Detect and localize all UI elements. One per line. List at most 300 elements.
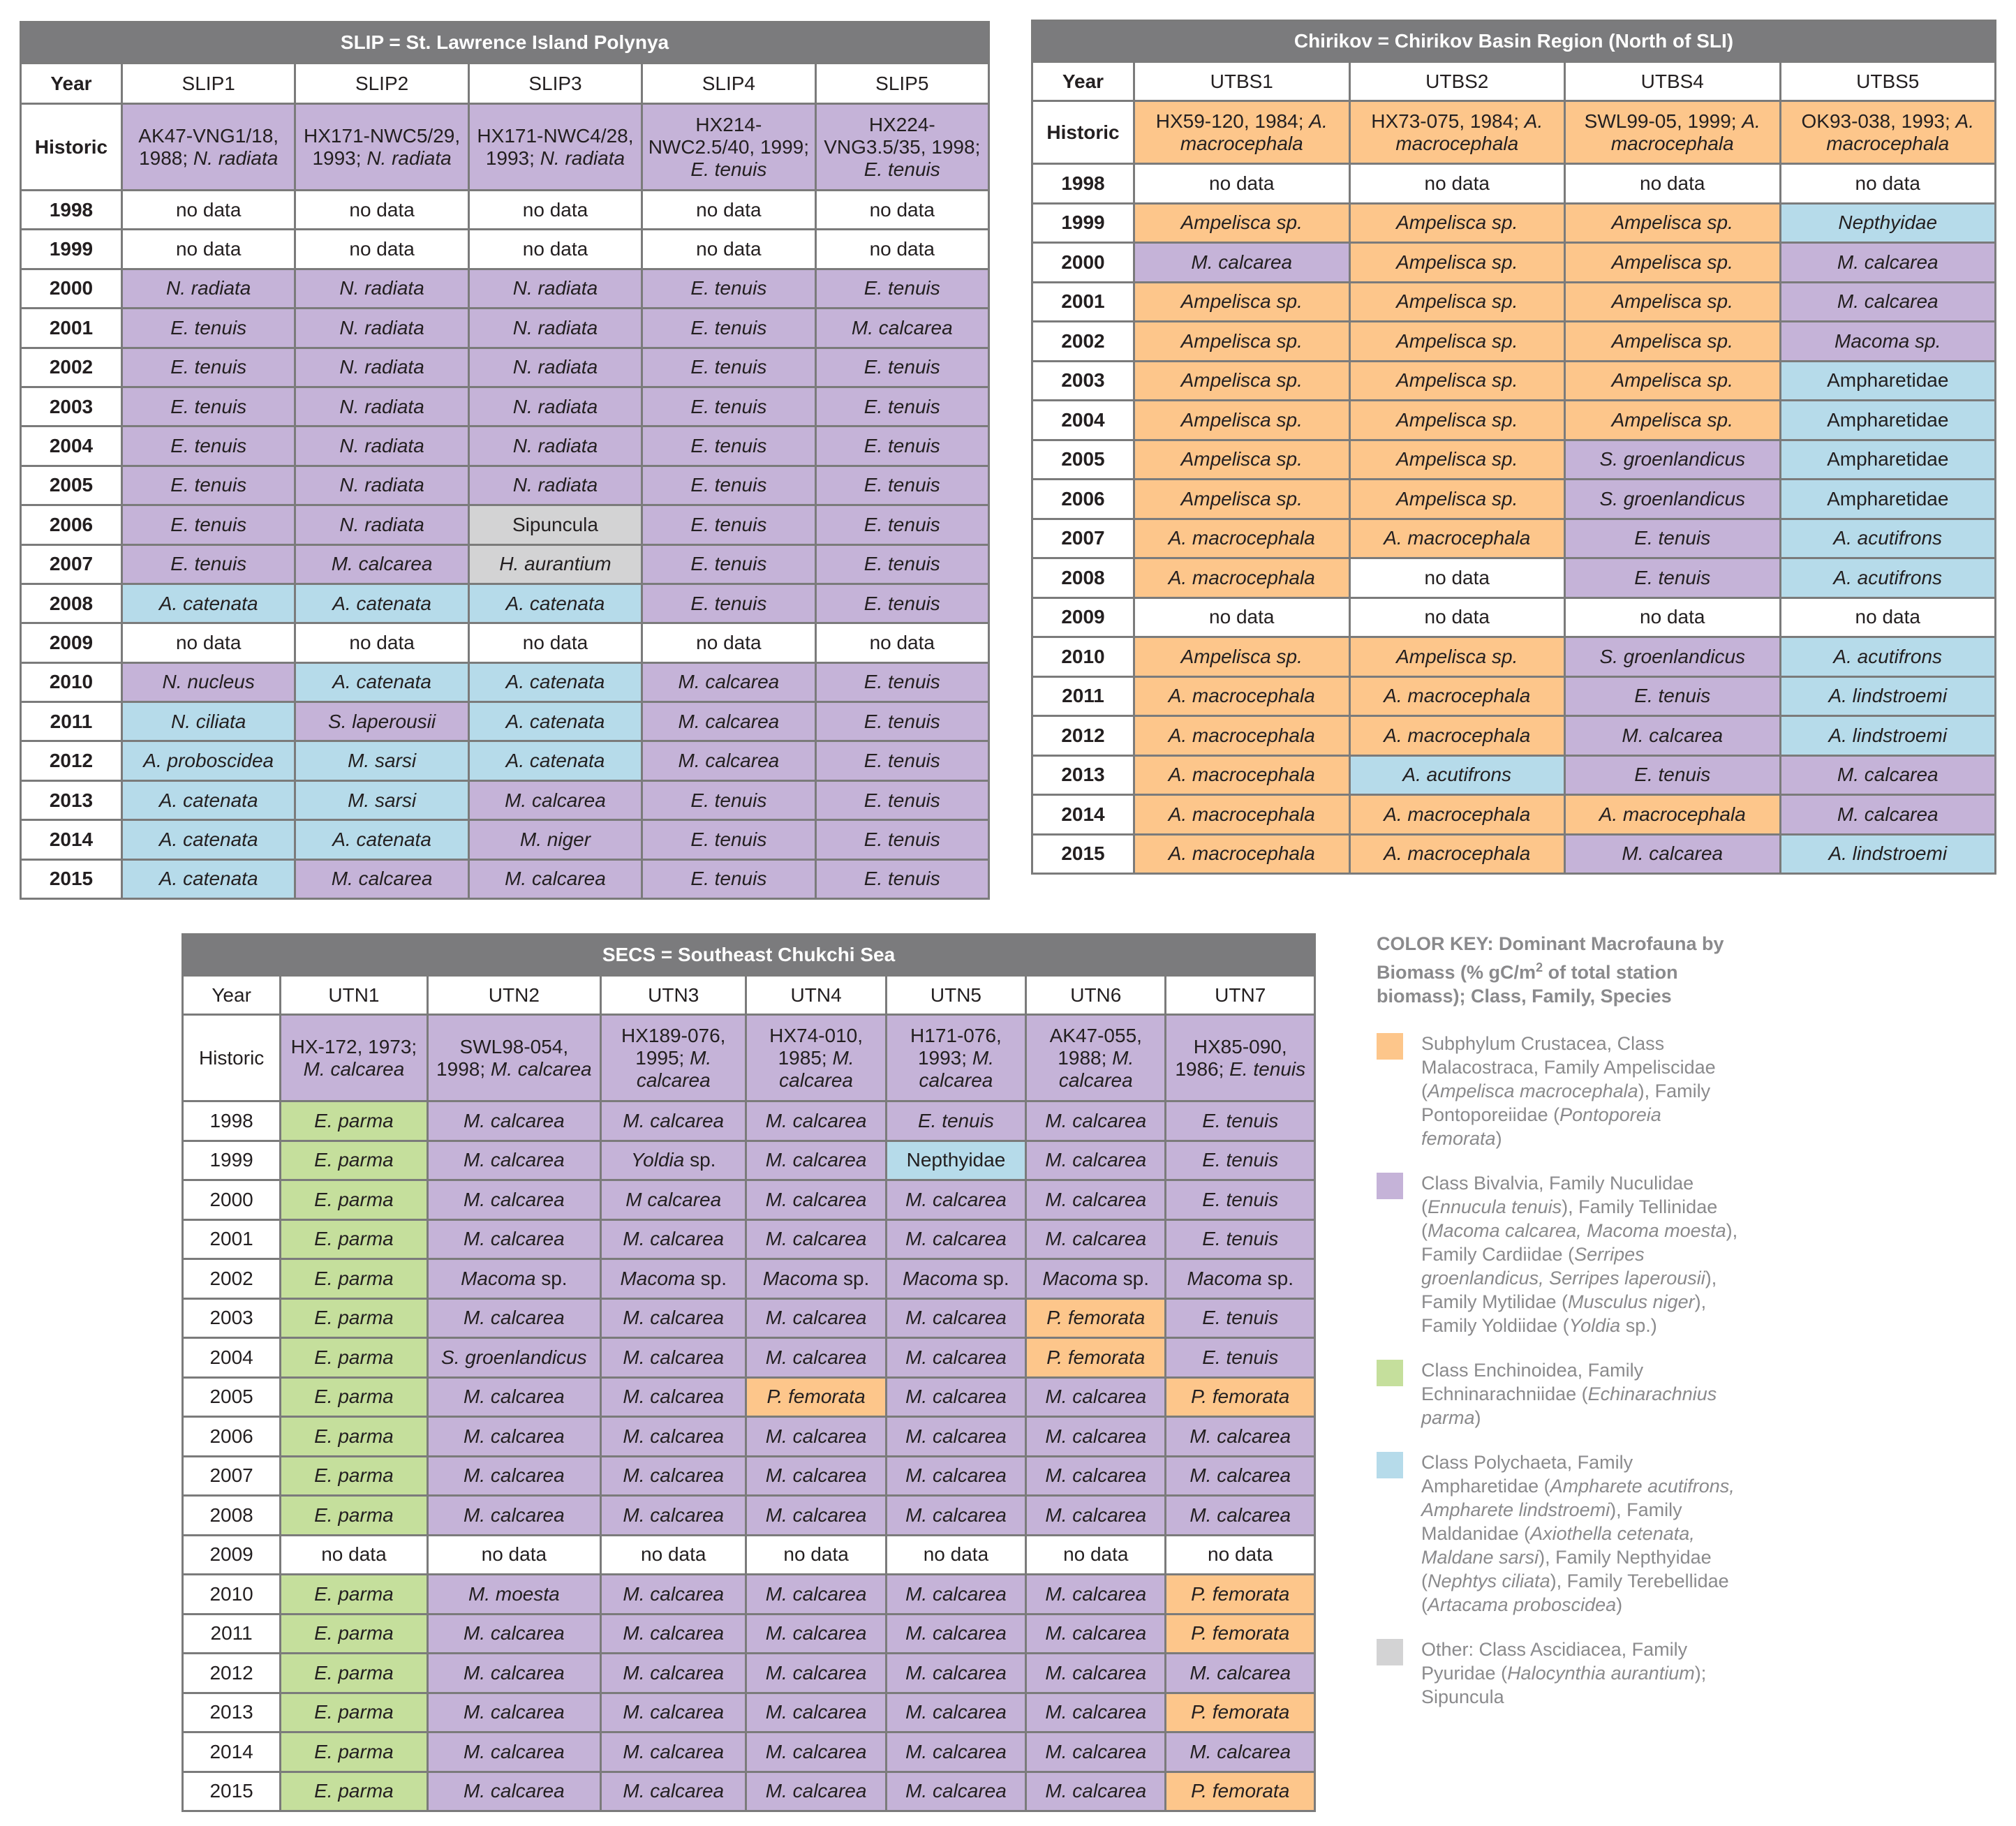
species-cell	[642, 780, 815, 819]
species-cell	[642, 584, 815, 623]
species-name: E. tenuis	[864, 513, 940, 535]
table-row	[1032, 440, 1996, 480]
color-key	[1377, 932, 1740, 1730]
species-cell	[122, 387, 295, 426]
species-cell	[281, 1259, 427, 1299]
species-cell	[815, 820, 988, 859]
cell-text: no data	[1855, 172, 1920, 194]
species-name: M. calcarea	[463, 1622, 565, 1645]
species-cell	[1026, 1180, 1166, 1220]
year-cell: 2014	[21, 820, 122, 859]
year-cell: 2010	[183, 1575, 281, 1615]
species-cell	[1349, 440, 1565, 480]
year-cell: 2012	[1032, 716, 1134, 756]
species-name: E. tenuis	[690, 513, 767, 535]
species-name: Ampelisca sp.	[1396, 645, 1518, 667]
species-cell	[1565, 322, 1781, 362]
color-swatch	[1377, 1360, 1403, 1386]
species-cell	[1134, 440, 1350, 480]
species-name: M. calcarea	[1622, 724, 1724, 746]
table-row	[21, 623, 989, 662]
cell-text: no data	[1640, 606, 1705, 628]
species-cell	[1026, 1377, 1166, 1417]
station-column-header: UTN4	[746, 976, 886, 1015]
species-name: M. calcarea	[1837, 803, 1939, 825]
species-name: M. calcarea	[505, 789, 606, 811]
species-name: N. ciliata	[171, 710, 246, 732]
species-name: E. tenuis	[864, 671, 940, 693]
species-name: E. tenuis	[864, 828, 940, 850]
species-cell	[642, 269, 815, 308]
species-name: M. calcarea	[765, 1425, 867, 1447]
species-name: M. calcarea	[1189, 1504, 1291, 1526]
table-row	[21, 741, 989, 780]
species-name: M. calcarea	[463, 1425, 565, 1447]
table-row	[21, 505, 989, 544]
species-name: Ampelisca sp.	[1180, 645, 1303, 667]
species-cell	[1026, 1614, 1166, 1654]
species-cell	[1780, 795, 1996, 835]
species-cell	[1565, 834, 1781, 874]
table-row	[1032, 203, 1996, 243]
species-cell	[281, 1417, 427, 1457]
species-name: E. parma	[314, 1622, 394, 1645]
year-cell: Historic	[183, 1015, 281, 1101]
species-cell	[1166, 1614, 1315, 1654]
species-cell	[886, 1417, 1025, 1457]
species-name: Ampelisca sp.	[1396, 211, 1518, 234]
species-cell	[1026, 1417, 1166, 1457]
species-cell	[468, 505, 642, 544]
species-name: S. groenlandicus	[441, 1346, 587, 1368]
year-cell: 2009	[1032, 597, 1134, 637]
species-cell	[601, 1219, 746, 1259]
species-name: M. calcarea	[905, 1307, 1007, 1329]
species-name: A. catenata	[332, 671, 431, 693]
species-cell	[601, 1180, 746, 1220]
species-name: Ampelisca sp.	[1611, 251, 1733, 273]
cell-text: no data	[175, 238, 242, 260]
species-name: E. tenuis	[864, 592, 940, 614]
species-cell	[642, 623, 815, 662]
species-name: E. tenuis	[170, 316, 247, 339]
species-cell	[1349, 716, 1565, 756]
species-name: A. catenata	[332, 592, 431, 614]
species-cell	[746, 1259, 886, 1299]
species-name: M. calcarea	[678, 750, 780, 772]
species-cell	[746, 1180, 886, 1220]
species-name: M. calcarea	[765, 1307, 867, 1329]
species-name: M. calcarea	[623, 1504, 725, 1526]
table-row	[21, 662, 989, 702]
species-cell	[427, 1496, 600, 1536]
key-item	[1377, 1450, 1740, 1617]
species-name: A. macrocephala	[1610, 110, 1761, 154]
species-cell	[427, 1654, 600, 1693]
species-cell	[1134, 755, 1350, 795]
table-row	[1032, 676, 1996, 716]
species-cell	[1134, 243, 1350, 283]
species-cell	[1166, 1732, 1315, 1772]
species-cell	[1565, 716, 1781, 756]
species-name: P. femorata	[1191, 1582, 1290, 1605]
species-name: A. macrocephala	[1384, 724, 1531, 746]
key-item	[1377, 1032, 1740, 1150]
species-name: P. femorata	[1191, 1780, 1290, 1802]
species-name: M. calcarea	[765, 1228, 867, 1250]
table-row	[1032, 401, 1996, 440]
table-row	[21, 702, 989, 741]
species-name: A. macrocephala	[1384, 527, 1531, 549]
year-cell: 2000	[21, 269, 122, 308]
species-cell	[295, 387, 468, 426]
species-cell	[601, 1732, 746, 1772]
species-name: M. calcarea	[765, 1188, 867, 1210]
species-cell	[1780, 834, 1996, 874]
species-name: E. tenuis	[690, 789, 767, 811]
species-cell	[815, 741, 988, 780]
species-name: N. radiata	[339, 435, 424, 457]
station-column-header: SLIP5	[815, 64, 988, 104]
cell-text: no data	[923, 1543, 989, 1566]
species-name: M. calcarea	[678, 671, 780, 693]
species-name: M. moesta	[468, 1582, 560, 1605]
cell-text: no data	[696, 238, 762, 260]
species-cell	[1026, 1732, 1166, 1772]
species-cell	[281, 1654, 427, 1693]
species-cell	[1166, 1219, 1315, 1259]
species-cell	[1565, 164, 1781, 204]
year-cell: 1998	[21, 191, 122, 230]
chirikov-table	[1031, 20, 1996, 875]
species-name: M. calcarea	[905, 1464, 1007, 1487]
species-name: M. calcarea	[623, 1622, 725, 1645]
species-cell	[1349, 834, 1565, 874]
species-cell	[281, 1219, 427, 1259]
species-cell	[1349, 401, 1565, 440]
species-name: M. calcarea	[765, 1464, 867, 1487]
year-cell: 2004	[1032, 401, 1134, 440]
cell-suffix: sp.	[695, 1267, 727, 1289]
cell-text: no data	[696, 198, 762, 221]
table-row	[21, 230, 989, 269]
year-column-header: Year	[21, 64, 122, 104]
species-name: M. calcarea	[905, 1622, 1007, 1645]
species-cell	[1565, 203, 1781, 243]
table-row	[1032, 282, 1996, 322]
station-column-header: SLIP1	[122, 64, 295, 104]
year-cell: 2014	[1032, 795, 1134, 835]
species-name: Ampelisca sp.	[1396, 408, 1518, 431]
species-name: M. calcarea	[905, 1425, 1007, 1447]
species-name: A. macrocephala	[1168, 566, 1315, 588]
table-row	[183, 1575, 1315, 1615]
species-name: A. acutifrons	[1833, 645, 1943, 667]
year-cell: 2013	[183, 1693, 281, 1732]
species-name: E. tenuis	[1202, 1109, 1279, 1131]
year-column-header: Year	[1032, 62, 1134, 101]
year-cell: 2007	[21, 544, 122, 584]
species-name: M. calcarea	[1189, 1740, 1291, 1762]
species-cell	[642, 741, 815, 780]
species-name: N. radiata	[512, 474, 598, 496]
species-name: E. tenuis	[690, 316, 767, 339]
species-name: A. macrocephala	[1599, 803, 1746, 825]
year-cell: Historic	[21, 104, 122, 191]
cell-text: no data	[869, 631, 935, 653]
species-cell	[281, 1298, 427, 1338]
cell-text: SWL98-054, 1998;	[436, 1035, 569, 1080]
species-cell	[281, 1732, 427, 1772]
species-name: M. calcarea	[1837, 290, 1939, 313]
table-row	[1032, 795, 1996, 835]
species-cell	[1134, 834, 1350, 874]
year-cell: 2011	[1032, 676, 1134, 716]
species-cell	[468, 387, 642, 426]
species-name: M. calcarea	[623, 1780, 725, 1802]
species-name: Ampelisca sp.	[1611, 211, 1733, 234]
species-name: Ampelisca sp.	[1611, 290, 1733, 313]
species-name: M. calcarea	[1045, 1701, 1147, 1723]
year-cell: 2011	[21, 702, 122, 741]
species-cell	[1134, 203, 1350, 243]
species-name: Ampelisca sp.	[1611, 369, 1733, 392]
species-cell	[1134, 795, 1350, 835]
species-name: E. tenuis	[170, 513, 247, 535]
species-cell	[281, 1772, 427, 1811]
species-cell	[815, 230, 988, 269]
species-cell	[427, 1298, 600, 1338]
species-cell	[427, 1259, 600, 1299]
species-cell	[122, 584, 295, 623]
species-name: M. calcarea	[765, 1346, 867, 1368]
species-cell	[642, 426, 815, 466]
table-row	[183, 1417, 1315, 1457]
species-name: Ampelisca sp.	[1611, 408, 1733, 431]
species-name: N. radiata	[540, 147, 625, 169]
cell-text: Nepthyidae	[906, 1149, 1006, 1171]
species-name: Ampelisca sp.	[1396, 369, 1518, 392]
species-cell	[642, 820, 815, 859]
species-name: E. parma	[314, 1740, 394, 1762]
species-name: A. macrocephala	[1168, 527, 1315, 549]
cell-text: no data	[175, 631, 242, 653]
species-name: E. tenuis	[864, 356, 940, 378]
species-cell	[746, 1377, 886, 1417]
species-cell	[122, 426, 295, 466]
color-swatch	[1377, 1639, 1403, 1665]
species-cell	[1780, 164, 1996, 204]
species-cell	[468, 859, 642, 898]
species-cell	[468, 466, 642, 505]
species-cell	[746, 1015, 886, 1101]
species-name: M. calcarea	[1189, 1661, 1291, 1684]
species-cell	[1780, 243, 1996, 283]
species-name: Macoma sp.	[1835, 329, 1941, 352]
species-cell	[1565, 795, 1781, 835]
table-row	[1032, 361, 1996, 401]
species-cell	[281, 1575, 427, 1615]
species-name: E. parma	[314, 1346, 394, 1368]
species-name: Ampelisca sp.	[1180, 448, 1303, 470]
species-name: M. calcarea	[331, 868, 433, 890]
species-name: E. tenuis	[170, 356, 247, 378]
species-name: E. parma	[314, 1504, 394, 1526]
species-cell	[295, 584, 468, 623]
species-name: A. catenata	[332, 828, 431, 850]
species-cell	[295, 544, 468, 584]
species-cell	[601, 1614, 746, 1654]
species-cell	[1166, 1456, 1315, 1496]
species-name: A. macrocephala	[1395, 110, 1543, 154]
year-cell: 2003	[21, 387, 122, 426]
species-cell	[886, 1259, 1025, 1299]
species-name: M. calcarea	[765, 1780, 867, 1802]
species-cell	[642, 309, 815, 348]
species-cell	[1565, 597, 1781, 637]
station-column-header: UTBS1	[1134, 62, 1350, 101]
species-cell	[1166, 1654, 1315, 1693]
species-cell	[1565, 480, 1781, 519]
cell-text: no data	[1424, 606, 1490, 628]
species-cell	[1780, 716, 1996, 756]
species-cell	[746, 1614, 886, 1654]
species-cell	[642, 466, 815, 505]
species-name: Ampelisca sp.	[1180, 211, 1303, 234]
species-name: A. catenata	[158, 592, 258, 614]
species-name: P. femorata	[1191, 1622, 1290, 1645]
species-name: S. groenlandicus	[1599, 487, 1746, 510]
species-cell	[746, 1456, 886, 1496]
species-name: M. calcarea	[463, 1188, 565, 1210]
species-cell	[122, 780, 295, 819]
species-name: M calcarea	[625, 1188, 722, 1210]
species-name: M. calcarea	[1045, 1464, 1147, 1487]
species-cell	[122, 466, 295, 505]
color-key-items	[1377, 1032, 1740, 1709]
cell-suffix: sp.	[684, 1149, 716, 1171]
key-item-text: Class Enchinoidea, Family Echninarachniidae (Echinarachnius parma)	[1421, 1360, 1717, 1428]
species-name: M. calcarea	[463, 1109, 565, 1131]
table-row	[21, 544, 989, 584]
cell-text: no data	[1208, 1543, 1273, 1566]
species-name: M. calcarea	[1045, 1504, 1147, 1526]
species-name: E. tenuis	[690, 553, 767, 575]
species-name: E. parma	[314, 1386, 394, 1408]
species-name: M. calcarea	[905, 1740, 1007, 1762]
species-name: M. niger	[519, 828, 591, 850]
year-cell: Historic	[1032, 101, 1134, 164]
table-row	[183, 1496, 1315, 1536]
species-name: H. aurantium	[499, 553, 612, 575]
species-cell	[815, 623, 988, 662]
species-name: N. radiata	[165, 277, 251, 299]
species-cell	[468, 741, 642, 780]
species-name: A. acutifrons	[1833, 566, 1943, 588]
species-cell	[1349, 322, 1565, 362]
species-cell	[1565, 282, 1781, 322]
species-cell	[642, 104, 815, 191]
species-name: Macoma	[762, 1267, 838, 1289]
species-cell	[468, 544, 642, 584]
species-cell	[1349, 519, 1565, 558]
species-cell	[642, 859, 815, 898]
cell-text: no data	[641, 1543, 706, 1566]
species-cell	[1565, 755, 1781, 795]
species-cell	[815, 104, 988, 191]
station-column-header: SLIP3	[468, 64, 642, 104]
species-cell	[601, 1772, 746, 1811]
species-cell	[1349, 795, 1565, 835]
cell-text: no data	[349, 631, 415, 653]
species-cell	[815, 584, 988, 623]
species-cell	[295, 191, 468, 230]
table-row	[21, 104, 989, 191]
species-cell	[1780, 322, 1996, 362]
species-cell	[1780, 480, 1996, 519]
species-cell	[281, 1338, 427, 1378]
year-cell: 2002	[183, 1259, 281, 1299]
table-row	[1032, 322, 1996, 362]
species-name: M. calcarea	[779, 1046, 854, 1091]
year-cell: 2008	[1032, 558, 1134, 598]
species-name: A. lindstroemi	[1828, 685, 1948, 707]
species-name: E. tenuis	[1202, 1307, 1279, 1329]
year-cell: 2006	[21, 505, 122, 544]
cell-text: no data	[481, 1543, 547, 1566]
station-column-header: UTN5	[886, 976, 1025, 1015]
species-name: E. tenuis	[864, 158, 940, 180]
species-cell	[815, 662, 988, 702]
species-cell	[295, 348, 468, 387]
table-row	[21, 348, 989, 387]
species-cell	[815, 780, 988, 819]
species-name: E. parma	[314, 1464, 394, 1487]
station-column-header: UTN7	[1166, 976, 1315, 1015]
species-cell	[815, 269, 988, 308]
species-name: M. calcarea	[765, 1701, 867, 1723]
key-item-text: Other: Class Ascidiacea, Family Pyuridae (Halocynthia aurantium); Sipuncula	[1421, 1639, 1707, 1707]
species-name: E. parma	[314, 1425, 394, 1447]
species-cell	[295, 820, 468, 859]
year-cell: 1999	[183, 1141, 281, 1180]
cell-suffix: sp.	[977, 1267, 1009, 1289]
species-name: M. calcarea	[1189, 1425, 1291, 1447]
species-cell	[1166, 1180, 1315, 1220]
species-cell	[746, 1298, 886, 1338]
species-name: M. calcarea	[1622, 843, 1724, 865]
station-column-header: UTBS5	[1780, 62, 1996, 101]
table-row	[183, 1015, 1315, 1101]
species-cell	[1780, 558, 1996, 598]
species-cell	[1565, 637, 1781, 677]
species-cell	[886, 1575, 1025, 1615]
species-name: N. radiata	[512, 435, 598, 457]
species-cell	[1134, 480, 1350, 519]
year-cell: 2013	[21, 780, 122, 819]
species-cell	[295, 741, 468, 780]
species-name: A. macrocephala	[1384, 843, 1531, 865]
year-cell: 2012	[183, 1654, 281, 1693]
species-cell	[886, 1377, 1025, 1417]
species-cell	[281, 1377, 427, 1417]
species-cell	[427, 1101, 600, 1141]
table-row	[21, 584, 989, 623]
species-cell	[1166, 1141, 1315, 1180]
species-name: Ampelisca sp.	[1180, 487, 1303, 510]
species-name: A. lindstroemi	[1828, 724, 1948, 746]
species-cell	[1026, 1772, 1166, 1811]
